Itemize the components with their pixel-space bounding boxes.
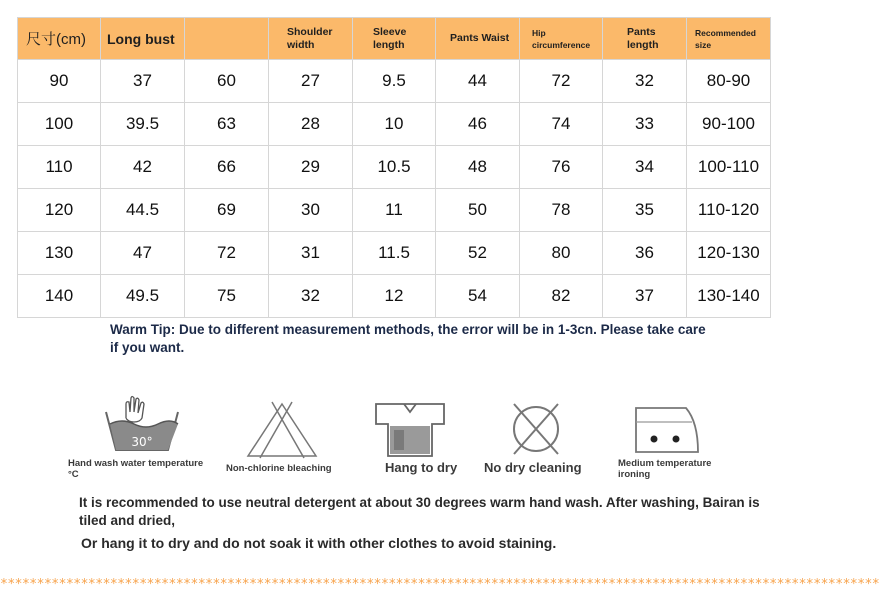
table-cell: 47 xyxy=(101,232,185,275)
table-cell: 49.5 xyxy=(101,275,185,318)
table-cell: 90 xyxy=(18,60,101,103)
header-sleeve-length xyxy=(353,18,436,60)
wash-temp-text: 30° xyxy=(131,435,153,449)
table-cell: 37 xyxy=(101,60,185,103)
table-cell: 100 xyxy=(18,103,101,146)
table-cell: 9.5 xyxy=(353,60,436,103)
warm-tip-text: Warm Tip: Due to different measurement methods, the error will be in 1-3cn. Please take care if you want. xyxy=(110,322,706,355)
table-cell: 80 xyxy=(520,232,603,275)
care-instructions-line1: It is recommended to use neutral detergent at about 30 degrees warm hand wash. After washing, Bairan is tiled and dried, xyxy=(79,495,760,528)
header-pants-length-text: Pants length xyxy=(627,25,659,51)
table-cell: 120 xyxy=(18,189,101,232)
ironing-symbol xyxy=(618,404,738,484)
table-cell: 130 xyxy=(18,232,101,275)
no-dry-clean-symbol xyxy=(484,400,604,480)
table-cell: 110-120 xyxy=(687,189,771,232)
crossed-circle-icon xyxy=(506,400,566,458)
table-row xyxy=(18,189,771,232)
table-cell: 60 xyxy=(185,60,269,103)
table-cell: 29 xyxy=(269,146,353,189)
table-cell: 66 xyxy=(185,146,269,189)
care-instructions-line2: Or hang it to dry and do not soak it with other clothes to avoid staining. xyxy=(81,535,557,551)
table-cell: 90-100 xyxy=(687,103,771,146)
header-blank xyxy=(185,18,269,60)
table-cell: 110 xyxy=(18,146,101,189)
header-shoulder-width xyxy=(269,18,353,60)
header-recommended-size-text: Recommended size xyxy=(695,27,756,50)
table-cell: 35 xyxy=(603,189,687,232)
table-cell: 54 xyxy=(436,275,520,318)
table-cell: 52 xyxy=(436,232,520,275)
table-cell: 31 xyxy=(269,232,353,275)
table-cell: 32 xyxy=(603,60,687,103)
table-cell: 46 xyxy=(436,103,520,146)
table-cell: 100-110 xyxy=(687,146,771,189)
table-cell: 32 xyxy=(269,275,353,318)
table-cell: 10 xyxy=(353,103,436,146)
table-cell: 120-130 xyxy=(687,232,771,275)
table-cell: 28 xyxy=(269,103,353,146)
table-body xyxy=(18,60,771,318)
table-cell: 72 xyxy=(185,232,269,275)
table-cell: 30 xyxy=(269,189,353,232)
header-size: 尺寸(cm) xyxy=(18,18,101,60)
table-row xyxy=(18,275,771,318)
size-chart-table xyxy=(17,17,771,318)
table-cell: 34 xyxy=(603,146,687,189)
header-long-bust: Long bust xyxy=(101,18,185,60)
table-cell: 39.5 xyxy=(101,103,185,146)
hang-dry-label xyxy=(385,460,457,475)
table-row xyxy=(18,146,771,189)
table-cell: 74 xyxy=(520,103,603,146)
table-cell: 33 xyxy=(603,103,687,146)
header-hip-circumference xyxy=(520,18,603,60)
non-chlorine-label-text: Non-chlorine bleaching xyxy=(226,463,332,474)
table-row xyxy=(18,103,771,146)
table-cell: 82 xyxy=(520,275,603,318)
table-cell: 63 xyxy=(185,103,269,146)
table-cell: 80-90 xyxy=(687,60,771,103)
table-cell: 130-140 xyxy=(687,275,771,318)
header-pants-waist-text: Pants Waist xyxy=(450,32,510,44)
hanging-shirt-icon xyxy=(374,402,446,458)
hang-dry-symbol xyxy=(372,402,482,482)
header-pants-waist xyxy=(436,18,520,60)
table-cell: 69 xyxy=(185,189,269,232)
header-shoulder-width-text: Shoulder width xyxy=(287,25,333,51)
header-hip-circumference-text: Hip circumference xyxy=(532,27,591,50)
table-cell: 44.5 xyxy=(101,189,185,232)
non-chlorine-symbol xyxy=(226,400,346,480)
hand-wash-label xyxy=(68,458,213,480)
table-cell: 50 xyxy=(436,189,520,232)
table-cell: 48 xyxy=(436,146,520,189)
table-cell: 10.5 xyxy=(353,146,436,189)
table-cell: 75 xyxy=(185,275,269,318)
triangle-cross-icon xyxy=(242,400,322,460)
no-dry-clean-label xyxy=(484,460,582,475)
table-header-row xyxy=(18,18,771,60)
table-cell: 76 xyxy=(520,146,603,189)
table-cell: 27 xyxy=(269,60,353,103)
table-cell: 36 xyxy=(603,232,687,275)
table-row xyxy=(18,60,771,103)
table-cell: 78 xyxy=(520,189,603,232)
iron-icon xyxy=(632,404,702,456)
header-pants-length xyxy=(603,18,687,60)
ironing-label-text: Medium temperature ironing xyxy=(618,458,712,480)
hand-wash-symbol xyxy=(68,392,218,482)
table-cell: 12 xyxy=(353,275,436,318)
header-sleeve-length-text: Sleeve length xyxy=(373,25,407,51)
table-cell: 44 xyxy=(436,60,520,103)
non-chlorine-label xyxy=(226,463,332,474)
table-cell: 140 xyxy=(18,275,101,318)
no-dry-clean-label-text: No dry cleaning xyxy=(484,460,582,475)
hand-wash-icon xyxy=(102,392,182,452)
ironing-label xyxy=(618,458,728,480)
table-cell: 11 xyxy=(353,189,436,232)
table-cell: 37 xyxy=(603,275,687,318)
hang-dry-label-text: Hang to dry xyxy=(385,460,458,475)
table-cell: 11.5 xyxy=(353,232,436,275)
table-row xyxy=(18,232,771,275)
hand-wash-label-text: Hand wash water temperature °C xyxy=(68,458,204,480)
table-cell: 72 xyxy=(520,60,603,103)
table-cell: 42 xyxy=(101,146,185,189)
decorative-star-border: ************************************************************************************************************************ xyxy=(0,577,879,592)
header-recommended-size xyxy=(687,18,771,60)
